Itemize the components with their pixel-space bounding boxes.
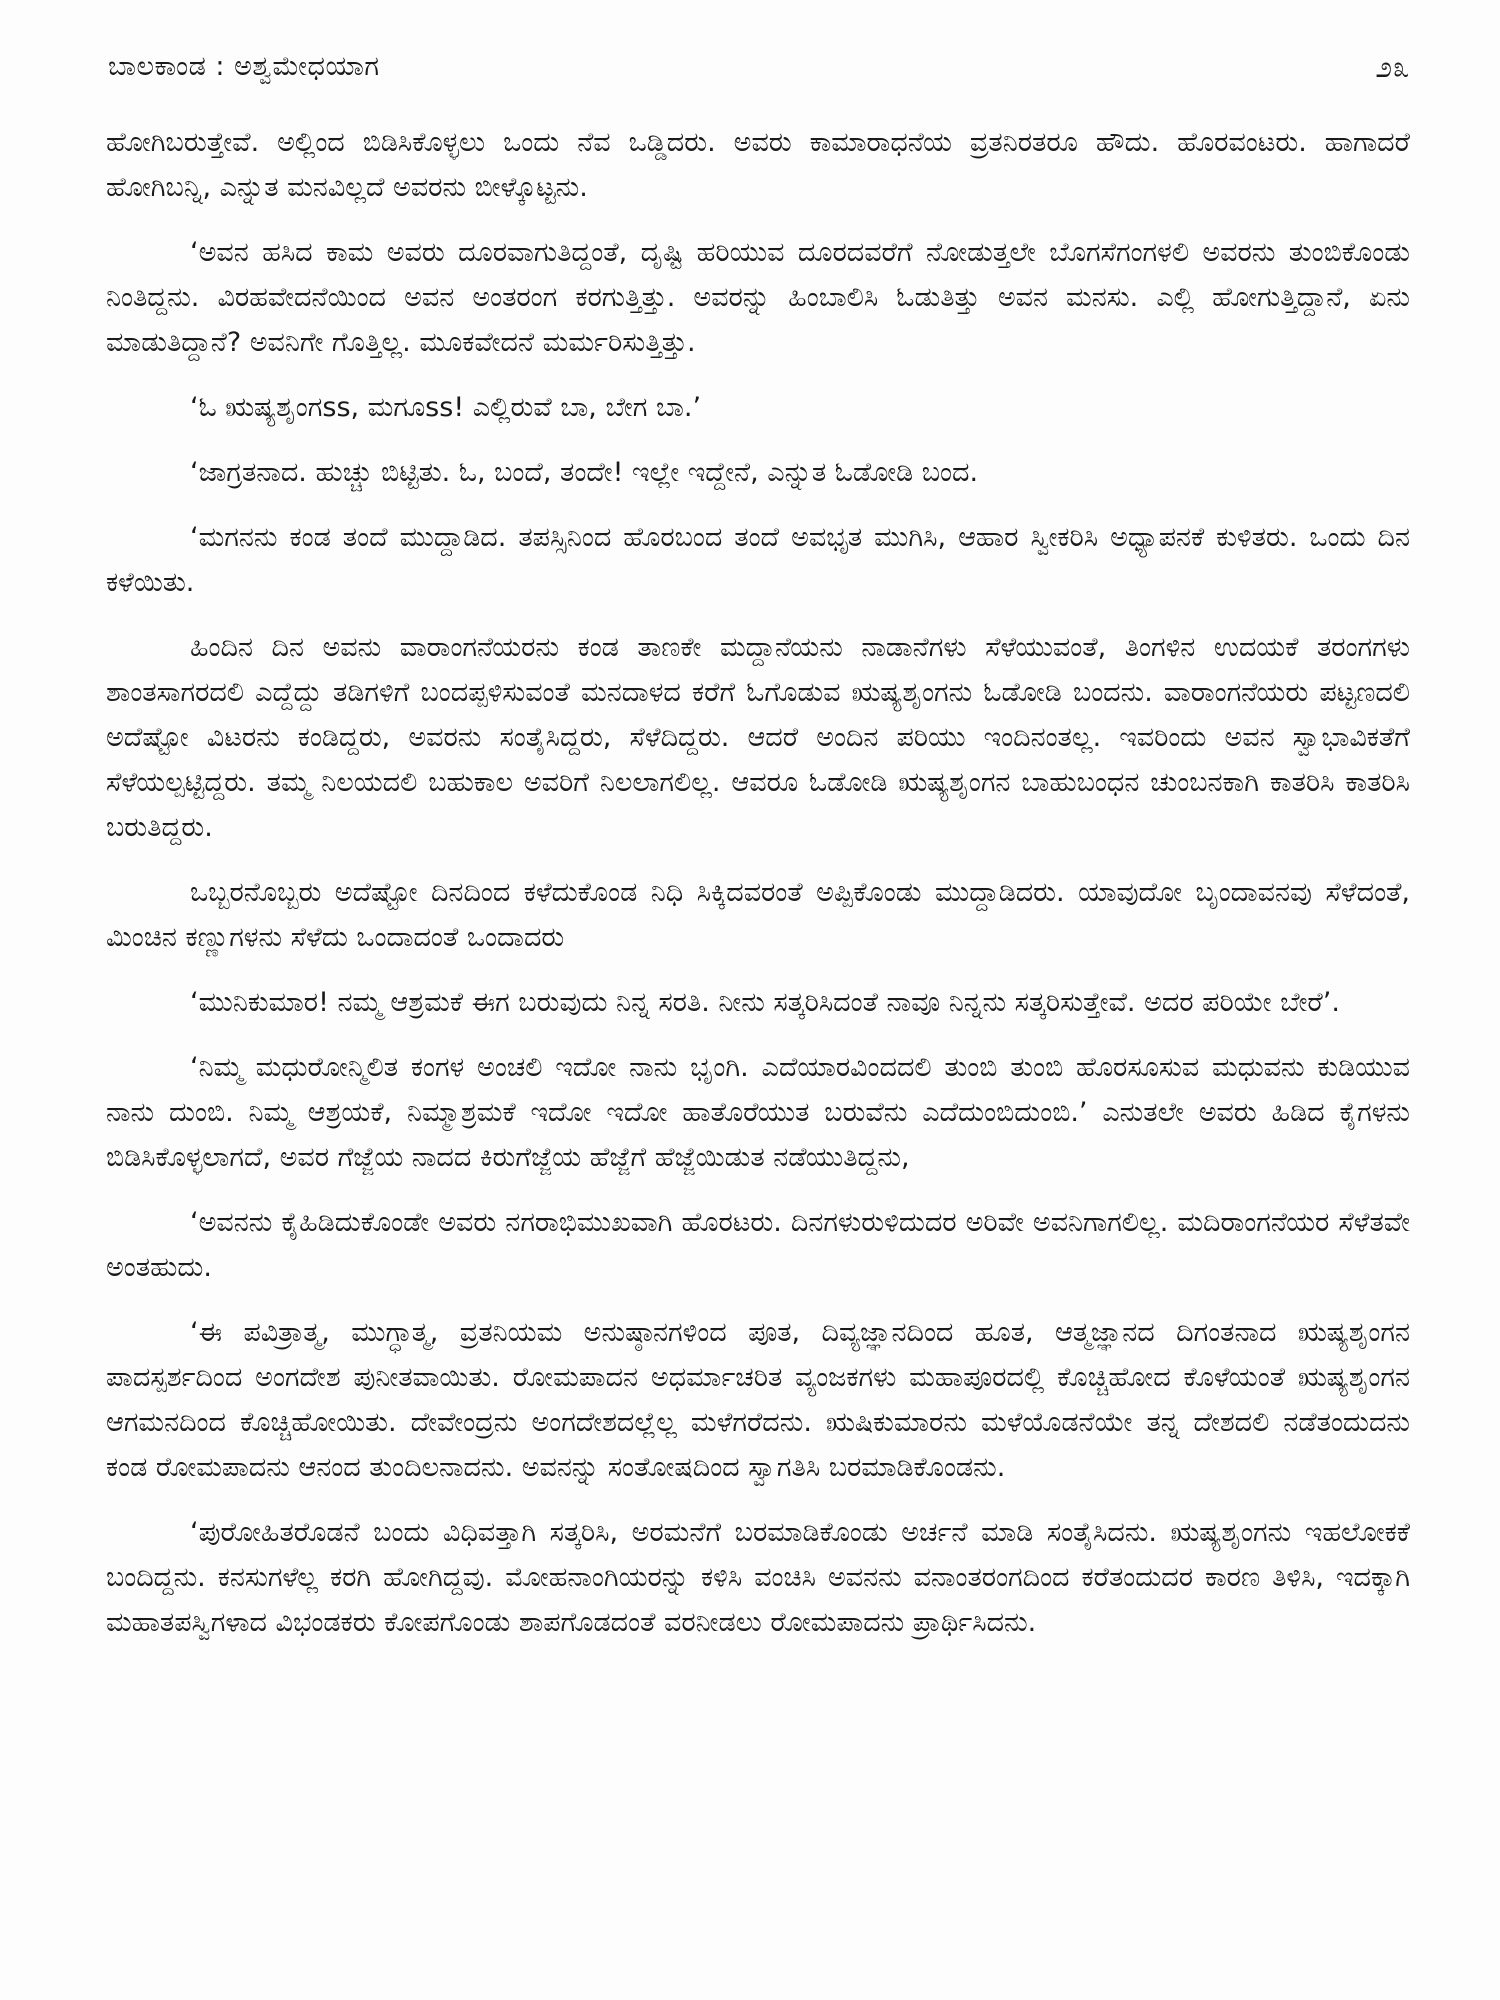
paragraph-continuation: ಹೋಗಿಬರುತ್ತೇವೆ. ಅಲ್ಲಿಂದ ಬಿಡಿಸಿಕೊಳ್ಳಲು ಒಂದು ನೆವ ಒಡ್ಡಿದರು. ಅವರು ಕಾಮಾರಾಧನೆಯ ವ್ರತನಿರತರೂ ಹೌದು. ಹೊರವಂಟರು. ಹಾಗಾದರೆ ಹೋಗಿಬನ್ನಿ, ಎನ್ನುತ ಮನವಿಲ್ಲದೆ ಅವರನು ಬೀಳ್ಕೊಟ್ಟನು.	[106, 127, 1410, 203]
paragraph: ‘ಅವನನು ಕೈಹಿಡಿದುಕೊಂಡೇ ಅವರು ನಗರಾಭಿಮುಖವಾಗಿ ಹೊರಟರು. ದಿನಗಳುರುಳಿದುದರ ಅರಿವೇ ಅವನಿಗಾಗಲಿಲ್ಲ. ಮದಿರಾಂಗನೆಯರ ಸೆಳೆತವೇ ಅಂತಹುದು.	[106, 1207, 1410, 1283]
paragraph: ‘ಮಗನನು ಕಂಡ ತಂದೆ ಮುದ್ದಾಡಿದ. ತಪಸ್ಸಿನಿಂದ ಹೊರಬಂದ ತಂದೆ ಅವಭೃತ ಮುಗಿಸಿ, ಆಹಾರ ಸ್ವೀಕರಿಸಿ ಅಧ್ಯಾಪನಕೆ ಕುಳಿತರು. ಒಂದು ದಿನ ಕಳೆಯಿತು.	[106, 522, 1410, 598]
paragraph: ‘ಮುನಿಕುಮಾರ! ನಮ್ಮ ಆಶ್ರಮಕೆ ಈಗ ಬರುವುದು ನಿನ್ನ ಸರತಿ. ನೀನು ಸತ್ಕರಿಸಿದಂತೆ ನಾವೂ ನಿನ್ನನು ಸತ್ಕರಿಸುತ್ತೇವೆ. ಅದರ ಪರಿಯೇ ಬೇರೆ’.	[190, 987, 1340, 1018]
paragraph: ಹಿಂದಿನ ದಿನ ಅವನು ವಾರಾಂಗನೆಯರನು ಕಂಡ ತಾಣಕೇ ಮದ್ದಾನೆಯನು ನಾಡಾನೆಗಳು ಸೆಳೆಯುವಂತೆ, ತಿಂಗಳಿನ ಉದಯಕೆ ತರಂಗಗಳು ಶಾಂತಸಾಗರದಲಿ ಎದ್ದೆದ್ದು ತಡಿಗಳಿಗೆ ಬಂದಪ್ಪಳಿಸುವಂತೆ ಮನದಾಳದ ಕರೆಗೆ ಓಗೊಡುವ ಋಷ್ಯಶೃಂಗನು ಓಡೋಡಿ ಬಂದನು. ವಾರಾಂಗನೆಯರು ಪಟ್ಟಣದಲಿ ಅದೆಷ್ಟೋ ವಿಟರನು ಕಂಡಿದ್ದರು, ಅವರನು ಸಂತೈಸಿದ್ದರು, ಸೆಳೆದಿದ್ದರು. ಆದರೆ ಅಂದಿನ ಪರಿಯು ಇಂದಿನಂತಲ್ಲ. ಇವರಿಂದು ಅವನ ಸ್ವಾಭಾವಿಕತೆಗೆ ಸೆಳೆಯಲ್ಪಟ್ಟಿದ್ದರು. ತಮ್ಮ ನಿಲಯದಲಿ ಬಹುಕಾಲ ಅವರಿಗೆ ನಿಲಲಾಗಲಿಲ್ಲ. ಆವರೂ ಓಡೋಡಿ ಋಷ್ಯಶೃಂಗನ ಬಾಹುಬಂಧನ ಚುಂಬನಕಾಗಿ ಕಾತರಿಸಿ ಕಾತರಿಸಿ ಬರುತಿದ್ದರು.	[106, 632, 1410, 843]
paragraph: ‘ಜಾಗ್ರತನಾದ. ಹುಚ್ಚು ಬಿಟ್ಟಿತು. ಓ, ಬಂದೆ, ತಂದೇ! ಇಲ್ಲೇ ಇದ್ದೇನೆ, ಎನ್ನುತ ಓಡೋಡಿ ಬಂದ.	[190, 457, 979, 488]
body-text	[106, 120, 1410, 1665]
paragraph: ಒಬ್ಬರನೊಬ್ಬರು ಅದೆಷ್ಟೋ ದಿನದಿಂದ ಕಳೆದುಕೊಂಡ ನಿಧಿ ಸಿಕ್ಕಿದವರಂತೆ ಅಪ್ಪಿಕೊಂಡು ಮುದ್ದಾಡಿದರು. ಯಾವುದೋ ಬೃಂದಾವನವು ಸೆಳೆದಂತೆ, ಮಿಂಚಿನ ಕಣ್ಣುಗಳನು ಸೆಳೆದು ಒಂದಾದಂತೆ ಒಂದಾದರು	[106, 877, 1410, 953]
chapter-title: ಬಾಲಕಾಂಡ : ಅಶ್ವಮೇಧಯಾಗ	[108, 51, 380, 82]
running-header	[108, 42, 1410, 92]
page-number: ೨೩	[1375, 49, 1410, 85]
paragraph: ‘ಪುರೋಹಿತರೊಡನೆ ಬಂದು ವಿಧಿವತ್ತಾಗಿ ಸತ್ಕರಿಸಿ, ಅರಮನೆಗೆ ಬರಮಾಡಿಕೊಂಡು ಅರ್ಚನೆ ಮಾಡಿ ಸಂತೈಸಿದನು. ಋಷ್ಯಶೃಂಗನು ಇಹಲೋಕಕೆ ಬಂದಿದ್ದನು. ಕನಸುಗಳೆಲ್ಲ ಕರಗಿ ಹೋಗಿದ್ದವು. ಮೋಹನಾಂಗಿಯರನ್ನು ಕಳಿಸಿ ವಂಚಿಸಿ ಅವನನು ವನಾಂತರಂಗದಿಂದ ಕರೆತಂದುದರ ಕಾರಣ ತಿಳಿಸಿ, ಇದಕ್ಕಾಗಿ ಮಹಾತಪಸ್ವಿಗಳಾದ ವಿಭಂಡಕರು ಕೋಪಗೊಂಡು ಶಾಪಗೊಡದಂತೆ ವರನೀಡಲು ರೋಮಪಾದನು ಪ್ರಾರ್ಥಿಸಿದನು.	[106, 1517, 1410, 1638]
paragraph: ‘ಓ ಋಷ್ಯಶೃಂಗss, ಮಗೂss! ಎಲ್ಲಿರುವೆ ಬಾ, ಬೇಗ ಬಾ.’	[190, 392, 702, 423]
paragraph: ‘ಅವನ ಹಸಿದ ಕಾಮ ಅವರು ದೂರವಾಗುತಿದ್ದಂತೆ, ದೃಷ್ಟಿ ಹರಿಯುವ ದೂರದವರೆಗೆ ನೋಡುತ್ತಲೇ ಬೊಗಸೆಗಂಗಳಲಿ ಅವರನು ತುಂಬಿಕೊಂಡು ನಿಂತಿದ್ದನು. ವಿರಹವೇದನೆಯಿಂದ ಅವನ ಅಂತರಂಗ ಕರಗುತ್ತಿತ್ತು. ಅವರನ್ನು ಹಿಂಬಾಲಿಸಿ ಓಡುತಿತ್ತು ಅವನ ಮನಸು. ಎಲ್ಲಿ ಹೋಗುತ್ತಿದ್ದಾನೆ, ಏನು ಮಾಡುತಿದ್ದಾನೆ? ಅವನಿಗೇ ಗೊತ್ತಿಲ್ಲ. ಮೂಕವೇದನೆ ಮರ್ಮರಿಸುತ್ತಿತ್ತು.	[106, 237, 1410, 358]
paragraph: ‘ನಿಮ್ಮ ಮಧುರೋನ್ಮಿಲಿತ ಕಂಗಳ ಅಂಚಲಿ ಇದೋ ನಾನು ಭೃಂಗಿ. ಎದೆಯಾರವಿಂದದಲಿ ತುಂಬಿ ತುಂಬಿ ಹೊರಸೂಸುವ ಮಧುವನು ಕುಡಿಯುವ ನಾನು ದುಂಬಿ. ನಿಮ್ಮ ಆಶ್ರಯಕೆ, ನಿಮ್ಮಾಶ್ರಮಕೆ ಇದೋ ಇದೋ ಹಾತೊರೆಯುತ ಬರುವೆನು ಎದೆದುಂಬಿದುಂಬಿ.’ ಎನುತಲೇ ಅವರು ಹಿಡಿದ ಕೈಗಳನು ಬಿಡಿಸಿಕೊಳ್ಳಲಾಗದೆ, ಅವರ ಗೆಜ್ಜೆಯ ನಾದದ ಕಿರುಗೆಜ್ಜೆಯ ಹೆಜ್ಜೆಗೆ ಹೆಜ್ಜೆಯಿಡುತ ನಡೆಯುತಿದ್ದನು,	[106, 1052, 1410, 1173]
paragraph: ‘ಈ ಪವಿತ್ರಾತ್ಮ, ಮುಗ್ಧಾತ್ಮ, ವ್ರತನಿಯಮ ಅನುಷ್ಠಾನಗಳಿಂದ ಪೂತ, ದಿವ್ಯಜ್ಞಾನದಿಂದ ಹೂತ, ಆತ್ಮಜ್ಞಾನದ ದಿಗಂತನಾದ ಋಷ್ಯಶೃಂಗನ ಪಾದಸ್ಪರ್ಶದಿಂದ ಅಂಗದೇಶ ಪುನೀತವಾಯಿತು. ರೋಮಪಾದನ ಅಧರ್ಮಾಚರಿತ ವ್ಯಂಜಕಗಳು ಮಹಾಪೂರದಲ್ಲಿ ಕೊಚ್ಚಿಹೋದ ಕೊಳೆಯಂತೆ ಋಷ್ಯಶೃಂಗನ ಆಗಮನದಿಂದ ಕೊಚ್ಚಿಹೋಯಿತು. ದೇವೇಂದ್ರನು ಅಂಗದೇಶದಲ್ಲೆಲ್ಲ ಮಳೆಗರೆದನು. ಋಷಿಕುಮಾರನು ಮಳೆಯೊಡನೆಯೇ ತನ್ನ ದೇಶದಲಿ ನಡೆತಂದುದನು ಕಂಡ ರೋಮಪಾದನು ಆನಂದ ತುಂದಿಲನಾದನು. ಅವನನ್ನು ಸಂತೋಷದಿಂದ ಸ್ವಾಗತಿಸಿ ಬರಮಾಡಿಕೊಂಡನು.	[106, 1317, 1410, 1483]
